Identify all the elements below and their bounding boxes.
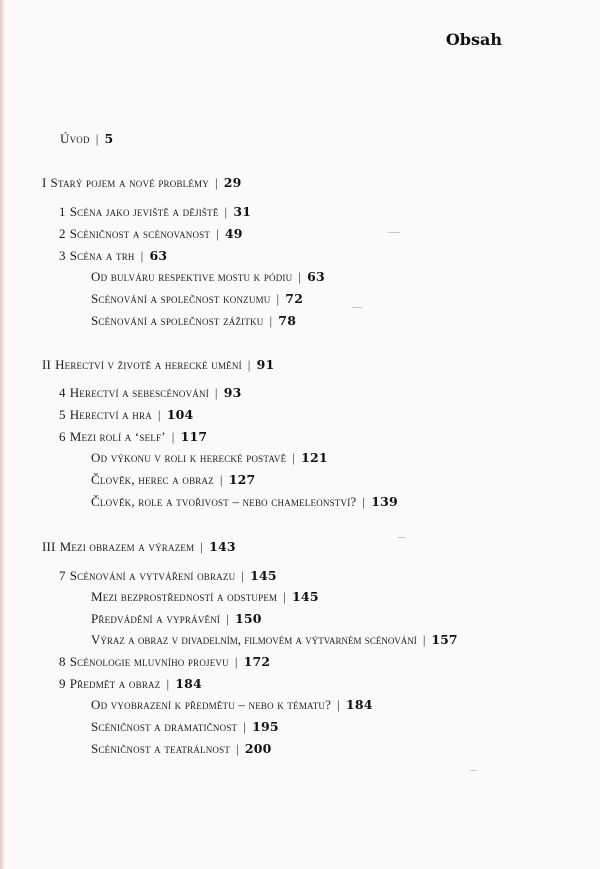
toc-entry-title: Úvod [60, 131, 90, 146]
toc-number: III [42, 539, 56, 554]
toc-number: 8 [59, 654, 66, 669]
separator: | [292, 450, 296, 465]
toc-page-number: 127 [228, 472, 256, 487]
separator: | [171, 429, 175, 444]
toc-section[interactable] [91, 313, 296, 329]
toc-entry-title: Od výkonu v roli k herecké postavě [91, 450, 287, 465]
toc-number: 5 [59, 407, 66, 422]
toc-chapter-8[interactable] [59, 654, 270, 670]
toc-section[interactable] [91, 719, 279, 735]
separator: | [200, 539, 204, 554]
toc-page-number: 31 [233, 204, 252, 219]
toc-section[interactable] [91, 632, 458, 648]
toc-page-number: 139 [371, 494, 398, 509]
toc-entry-title: Scéničnost a scénovanost [69, 226, 211, 241]
toc-page-number: 145 [292, 589, 319, 604]
toc-entry-title: Scéna jako jeviště a dějiště [69, 204, 219, 219]
toc-entry-title: Od bulváru respektive mostu k pódiu [91, 269, 293, 284]
toc-page-number: 121 [301, 450, 328, 465]
toc-page-number: 29 [223, 175, 242, 190]
toc-page-number: 184 [345, 697, 373, 712]
toc-page-number: 150 [234, 611, 262, 626]
toc-page-number: 91 [256, 357, 275, 372]
toc-entry-title: Mezi obrazem a výrazem [59, 539, 195, 554]
toc-section[interactable] [91, 611, 262, 627]
toc-chapter-4[interactable] [59, 385, 242, 401]
toc-section[interactable] [91, 697, 373, 713]
toc-number: 9 [59, 676, 66, 691]
separator: | [140, 248, 144, 263]
toc-page-number: 5 [104, 131, 114, 146]
toc-entry-title: Herectví a sebescénování [69, 385, 209, 400]
toc-chapter-9[interactable] [59, 676, 202, 692]
toc-number: 7 [59, 568, 66, 583]
separator: | [269, 313, 273, 328]
toc-page-number: 104 [166, 407, 194, 422]
toc-number: 6 [59, 429, 66, 444]
toc-section[interactable] [91, 472, 255, 488]
toc-page-number: 184 [175, 676, 202, 691]
toc-page-number: 93 [223, 385, 242, 400]
toc-section[interactable] [91, 450, 328, 466]
separator: | [234, 654, 238, 669]
toc-entry-title: Scéničnost a dramatičnost [91, 719, 238, 734]
separator: | [241, 568, 245, 583]
toc-page-number: 117 [180, 429, 208, 444]
separator: | [216, 226, 219, 241]
toc-page-number: 172 [243, 654, 271, 669]
toc-chapter-5[interactable] [59, 407, 193, 423]
separator: | [226, 611, 229, 626]
toc-entry-title: Mezi rolí a ‘self’ [69, 429, 166, 444]
toc-number: 2 [59, 226, 66, 241]
toc-entry-title: Scénování a vytváření obrazu [69, 568, 236, 583]
toc-entry-title: Scénování a společnost konzumu [91, 291, 271, 306]
toc-entry-intro[interactable] [60, 131, 113, 147]
toc-section[interactable] [91, 269, 325, 285]
toc-chapter-3[interactable] [59, 248, 167, 264]
separator: | [247, 357, 251, 372]
toc-entry-title: Člověk, role a tvořivost – nebo chameleonství? [91, 494, 357, 509]
separator: | [214, 385, 218, 400]
toc-part-2[interactable] [42, 357, 274, 373]
toc-entry-title: Výraz a obraz v divadelním, filmovém a výtvarném scénování [91, 632, 417, 647]
toc-part-3[interactable] [42, 539, 236, 555]
separator: | [243, 719, 247, 734]
separator: | [95, 131, 99, 146]
scan-speck [388, 232, 400, 233]
toc-entry-title: Scéničnost a teatrálnost [91, 741, 231, 756]
separator: | [224, 204, 228, 219]
toc-chapter-1[interactable] [59, 204, 251, 220]
separator: | [166, 676, 170, 691]
scan-speck [470, 770, 476, 771]
toc-page-number: 195 [252, 719, 279, 734]
toc-number: I [42, 175, 47, 190]
separator: | [362, 494, 366, 509]
toc-page-number: 78 [278, 313, 297, 328]
toc-number: 1 [59, 204, 66, 219]
toc-entry-title: Scénování a společnost zážitku [91, 313, 264, 328]
toc-page-number: 145 [250, 568, 277, 583]
toc-part-1[interactable] [42, 175, 242, 191]
separator: | [214, 175, 218, 190]
toc-number: 3 [59, 248, 66, 263]
separator: | [219, 472, 223, 487]
toc-section[interactable] [91, 291, 303, 307]
toc-chapter-7[interactable] [59, 568, 277, 584]
toc-entry-title: Starý pojem a nové problémy [50, 175, 209, 190]
toc-page-number: 63 [307, 269, 325, 284]
toc-entry-title: Scéna a trh [69, 248, 135, 263]
toc-page-number: 157 [431, 632, 458, 647]
toc-chapter-2[interactable] [59, 226, 243, 242]
toc-entry-title: Mezi bezprostředností a odstupem [91, 589, 278, 604]
toc-page-number: 49 [224, 226, 243, 241]
toc-section[interactable] [91, 741, 272, 757]
toc-page-number: 63 [149, 248, 168, 263]
toc-entry-title: Herectví a hra [69, 407, 152, 422]
toc-entry-title: Herectví v životě a herecké umění [55, 357, 242, 372]
toc-entry-title: Člověk, herec a obraz [91, 472, 214, 487]
toc-entry-title: Předvádění a vyprávění [91, 611, 221, 626]
separator: | [337, 697, 340, 712]
toc-number: II [42, 357, 52, 372]
scan-speck [398, 537, 406, 538]
separator: | [157, 407, 161, 422]
separator: | [283, 589, 287, 604]
scan-speck [352, 307, 362, 308]
toc-page-number: 200 [244, 741, 272, 756]
toc-number: 4 [59, 385, 66, 400]
toc-chapter-6[interactable] [59, 429, 207, 445]
toc-page-number: 72 [285, 291, 304, 306]
toc-page-number: 143 [209, 539, 236, 554]
separator: | [422, 632, 426, 647]
toc-entry-title: Předmět a obraz [69, 676, 161, 691]
page-title: Obsah [445, 30, 502, 49]
toc-entry-title: Od vyobrazení k předmětu – nebo k tématu? [91, 697, 332, 712]
page-edge [0, 0, 4, 869]
separator: | [276, 291, 280, 306]
separator: | [298, 269, 302, 284]
toc-section[interactable] [91, 494, 398, 510]
separator: | [236, 741, 239, 756]
toc-section[interactable] [91, 589, 319, 605]
toc-entry-title: Scénologie mluvního projevu [69, 654, 229, 669]
